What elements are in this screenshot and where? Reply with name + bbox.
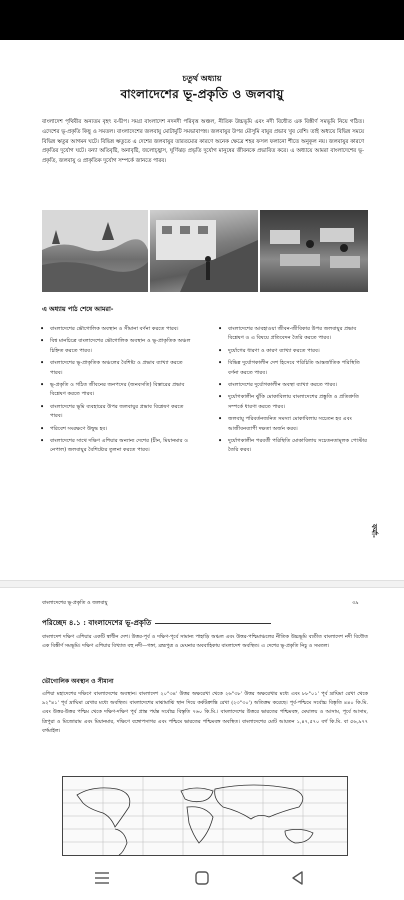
chapter-title: বাংলাদেশের ভূ-প্রকৃতি ও জলবায়ু <box>120 87 284 101</box>
home-button[interactable] <box>190 866 214 890</box>
list-item: • বাংলাদেশের ভৌগোলিক অবস্থান ও সীমানা বর্ণনা করতে পারব। <box>40 325 192 334</box>
status-bar <box>0 0 404 40</box>
list-item: • পরিবেশ সংরক্ষণে উদ্বুদ্ধ হব। <box>40 425 192 434</box>
collapsed-building-photo <box>150 210 258 292</box>
list-item: • বিভিন্ন দুর্যোগকালীন দেশ হিসেবে পরিচিতি আন্তর্জাতিক পরিস্থিতি বর্ণনা করতে পারব। <box>218 359 370 378</box>
list-item: • জলবায়ু পরিবর্তনজনিত সমস্যা মোকাবিলায় সচেতন হব এবং আজীবনব্যাপী দক্ষতা অর্জন করব। <box>218 415 370 434</box>
list-item: • দুর্যোগকালীন পরবর্তী পরিস্থিতি মোকাবিলায় সচেতনতামূলক পোস্টার তৈরি করব। <box>218 437 370 456</box>
list-item: • বাংলাদেশের ভূ-প্রাকৃতিক অঞ্চলের বৈশিষ্ট্য ও প্রভাব ব্যাখ্যা করতে পারব। <box>40 359 192 378</box>
section-paragraph: বাংলাদেশ দক্ষিণ এশিয়ার একটি স্বাধীন দেশ। উত্তর-পূর্ব ও দক্ষিণ-পূর্বে সামান্য পাহাড়ি অঞ্চল এবং উত্তর-পশ্চিমাঞ্চলের নীতিক উচ্চভূমি ব্যতীত বাংলাদেশ নদী বিধৌত এক বিস্তীর্ণ সমভূমি। দক্ষিণ এশিয়ার বিখ্যাত বহু নদী—গঙ্গা, ব্রহ্মপুত্র ও মেঘনার অববাহিকায় বাংলাদেশ অবস্থিত। এ দেশের ভূ-প্রকৃতি নিচু ও সমতল। <box>42 634 368 650</box>
page-number: ৩৯ <box>352 600 359 606</box>
list-item: • বাংলাদেশের আবহাওয়া জীবন-জীবিকার উপর জলবায়ুর প্রভাব বিশ্লেষণ ও এ বিষয়ে প্রতিবেদন তৈরি করতে পারব। <box>218 325 370 344</box>
back-triangle-icon <box>290 870 306 886</box>
list-item: • দুর্যোগকালীন ঝুঁকি মোকাবিলায় বাংলাদেশের প্রস্তুতি ও প্রতিশ্রুতি সম্পর্কে ধারণা করতে পারব। <box>218 393 370 412</box>
list-item: • ভূ-প্রকৃতি ও গঠিত জীবনের জনপদের (জনবসতি) বিস্তারের প্রভাব বিশ্লেষণ করতে পারব। <box>40 381 192 400</box>
learning-outcomes-left <box>40 325 192 459</box>
home-square-icon <box>194 870 210 886</box>
page-divider <box>0 580 404 588</box>
navigation-bar <box>0 856 404 900</box>
classroom-earthquake-photo <box>260 210 368 292</box>
intro-paragraph: বাংলাদেশ পৃথিবীর অন্যতম বৃহৎ ব-দ্বীপ। সমগ্র বাংলাদেশ নদনদী পরিবৃত্ত অঞ্চল, নীতিক উচ্চভূমি এবং নদী বিধৌত এক বিস্তীর্ণ সমভূমি নিয়ে গঠিত। এদেশের ভূ-প্রকৃতি কিছু ও সমতল। বাংলাদেশের জলবায়ু মোটামুটি সমভাবাপন্ন। জলবায়ুর উপর মৌসুমি বায়ুর প্রভাব খুব বেশি। তাই অধ্যয়ে বিভিন্ন সময়ে বিভিন্ন ঋতুর আগমন ঘটে। বিভিন্ন ঋতুতে এ দেশের জলবায়ুর তারতম্যের কারণে অনেক ক্ষেত্রে শহর ফসল ফলানো শীতে অনুকূল নয়। জলবায়ুর কারণে প্রকৃতির দুর্যোগ ঘটে। বন্যা অতিবৃষ্টি, অনাবৃষ্টি, জলোচ্ছ্বাস, ঘূর্ণিঝড় প্রভৃতি দুর্যোগ মানুষের জীবনকে প্রভাবিত করে। এ অধ্যায়ে আমরা বাংলাদেশের ভূ-প্রকৃতি, জলবায়ু ও প্রাকৃতিক দুর্যোগ সম্পর্কে জানতে পারব। <box>42 119 364 165</box>
list-item: • বিশ্ব মানচিত্রে বাংলাদেশের ভৌগোলিক অবস্থান ও ভূ-প্রাকৃতিক অঞ্চল চিহ্নিত করতে পারব। <box>40 337 192 356</box>
learning-outcomes-title: এ অধ্যায় পাঠ শেষে আমরা- <box>42 305 114 313</box>
learning-outcomes-right <box>218 325 370 459</box>
list-item: • দুর্যোগের ধারণা ও কারণ ব্যাখ্যা করতে পারব। <box>218 347 370 356</box>
world-map <box>62 776 348 856</box>
menu-lines-icon <box>94 871 110 885</box>
list-item: • বাংলাদেশের দুর্যোগকালীন অবস্থা ব্যাখ্যা করতে পারব। <box>218 381 370 390</box>
title-rule <box>155 623 271 624</box>
subsection-paragraph: এশিয়া মহাদেশের দক্ষিণে বাংলাদেশের অবস্থান। বাংলাদেশ ২০°৩৪' উত্তর অক্ষরেখা থেকে ২৬°৩৮' উত্তর অক্ষরেখার মধ্যে এবং ৮৮°০১' পূর্ব দ্রাঘিমা রেখা থেকে ৯২°৪১' পূর্ব দ্রাঘিমা রেখার মধ্যে অবস্থিত। বাংলাদেশের মাঝামাঝি স্থান দিয়ে কর্কটক্রান্তি রেখা (২৩°৩০') অতিক্রম করেছে। পূর্ব-পশ্চিমে সর্বোচ্চ বিস্তৃতি ৪৪০ কি.মি. এবং উত্তর-উত্তর পশ্চিম থেকে দক্ষিণ-দক্ষিণ পূর্ব প্রান্ত পর্যন্ত সর্বোচ্চ বিস্তৃতি ৭৬০ কি.মি.। বাংলাদেশের উত্তরে ভারতের পশ্চিমবঙ্গ, মেঘালয় ও আসাম, পূর্বে আসাম, ত্রিপুরা ও মিজোরাম এবং মিয়ানমার, দক্ষিণে বঙ্গোপসাগর এবং পশ্চিমে ভারতের পশ্চিমবঙ্গ অবস্থিত। বাংলাদেশের মোট আয়তন ১,৪৭,৫৭০ বর্গ কি.মি. বা ৫৬,৯৭৭ বর্গমাইল। <box>42 691 368 734</box>
list-item: • বাংলাদেশের সাথে দক্ষিণ এশিয়ার অন্যান্য দেশের (চীন, মিয়ানমার ও নেপাল) জলবায়ুর বৈশিষ্ট্যের তুলনা করতে পারব। <box>40 437 192 456</box>
coastal-erosion-photo <box>42 210 148 292</box>
recent-apps-button[interactable] <box>90 866 114 890</box>
back-button[interactable] <box>286 866 310 890</box>
subsection-title: ভৌগোলিক অবস্থান ও সীমানা <box>42 678 114 685</box>
chapter-photos <box>42 210 368 292</box>
section-title <box>42 618 271 630</box>
list-item: • বাংলাদেশের ভূমি ব্যবহারের উপর জলবায়ুর প্রভাব বিশ্লেষণ করতে পারব। <box>40 403 192 422</box>
running-head: বাংলাদেশের ভূ-প্রকৃতি ও জলবায়ু <box>42 600 108 606</box>
chapter-label: চতুর্থ অধ্যায় <box>182 73 222 83</box>
section-title-text: পরিচ্ছেদ ৪.১ : বাংলাদেশের ভূ-প্রকৃতি <box>42 618 152 627</box>
forma-mark: ফর্মা- <box>370 524 379 538</box>
